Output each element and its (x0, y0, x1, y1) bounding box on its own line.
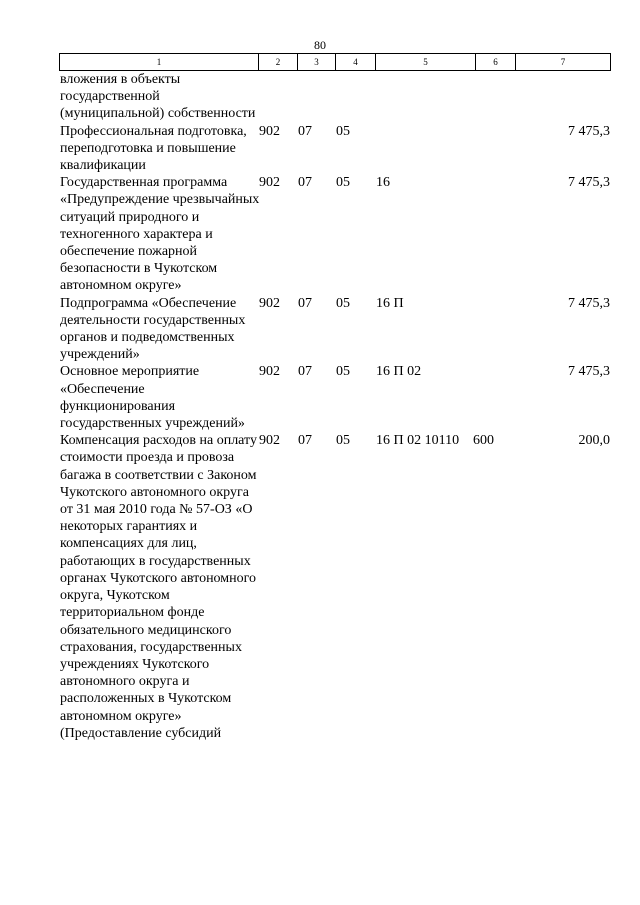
row-col-2: 902 (259, 433, 280, 449)
row-name: вложения в объекты государственной (муниципальной) собственности (60, 72, 256, 122)
row-col-5: 16 П (376, 295, 404, 311)
row-col-2: 902 (259, 295, 280, 311)
table-row (60, 295, 610, 364)
row-col-4: 05 (336, 175, 350, 191)
table-row (60, 432, 610, 742)
row-col-7: 7 475,3 (568, 364, 610, 380)
row-col-7: 7 475,3 (568, 175, 610, 191)
row-col-6: 600 (473, 433, 494, 449)
row-col-5: 16 (376, 175, 390, 191)
row-col-7: 7 475,3 (568, 295, 610, 311)
table-row (60, 71, 610, 123)
row-name: Государственная программа «Предупреждение чрезвычайных ситуаций природного и техногенного характера и обеспечение пожарной безопасности в Чукотском автономном округе» (60, 175, 260, 294)
row-col-3: 07 (298, 295, 312, 311)
row-col-2: 902 (259, 123, 280, 139)
row-col-7: 200,0 (578, 433, 610, 449)
row-col-4: 05 (336, 433, 350, 449)
row-col-7: 7 475,3 (568, 123, 610, 139)
header-col-3: 3 (298, 54, 336, 71)
row-col-3: 07 (298, 175, 312, 191)
row-name: Основное мероприятие «Обеспечение функционирования государственных учреждений» (60, 364, 245, 432)
row-col-4: 05 (336, 123, 350, 139)
header-col-1: 1 (60, 54, 259, 71)
row-name: Компенсация расходов на оплату стоимости проезда и провоза багажа в соответствии с Законом Чукотского автономного округа от 31 мая 2010 года № 57-ОЗ «О некоторых гарантиях и компенсациях для лиц, работающих в государственных органах Чукотского автономного округа, Чукотском территориальном фонде обязательного медицинского страхования, государственных учреждениях Чукотского автономного округа и расположенных в Чукотском автономном округе» (Предоставление субсидий (60, 433, 257, 741)
header-col-5: 5 (376, 54, 476, 71)
table-header (59, 53, 611, 71)
row-col-4: 05 (336, 364, 350, 380)
header-col-6: 6 (476, 54, 516, 71)
row-col-3: 07 (298, 123, 312, 139)
row-col-2: 902 (259, 364, 280, 380)
header-col-7: 7 (516, 54, 611, 71)
row-name: Подпрограмма «Обеспечение деятельности государственных органов и подведомственных учреждений» (60, 295, 246, 363)
row-col-4: 05 (336, 295, 350, 311)
page-number: 80 (314, 38, 326, 52)
row-col-5: 16 П 02 10110 (376, 433, 460, 449)
table-row (60, 174, 610, 294)
row-col-5: 16 П 02 (376, 364, 422, 380)
row-col-3: 07 (298, 364, 312, 380)
table-row (60, 123, 610, 175)
row-col-3: 07 (298, 433, 312, 449)
row-col-2: 902 (259, 175, 280, 191)
header-col-2: 2 (259, 54, 298, 71)
header-col-4: 4 (336, 54, 376, 71)
table-row (60, 363, 610, 432)
table-body (60, 71, 610, 742)
row-name: Профессиональная подготовка, переподготовка и повышение квалификации (60, 123, 247, 174)
